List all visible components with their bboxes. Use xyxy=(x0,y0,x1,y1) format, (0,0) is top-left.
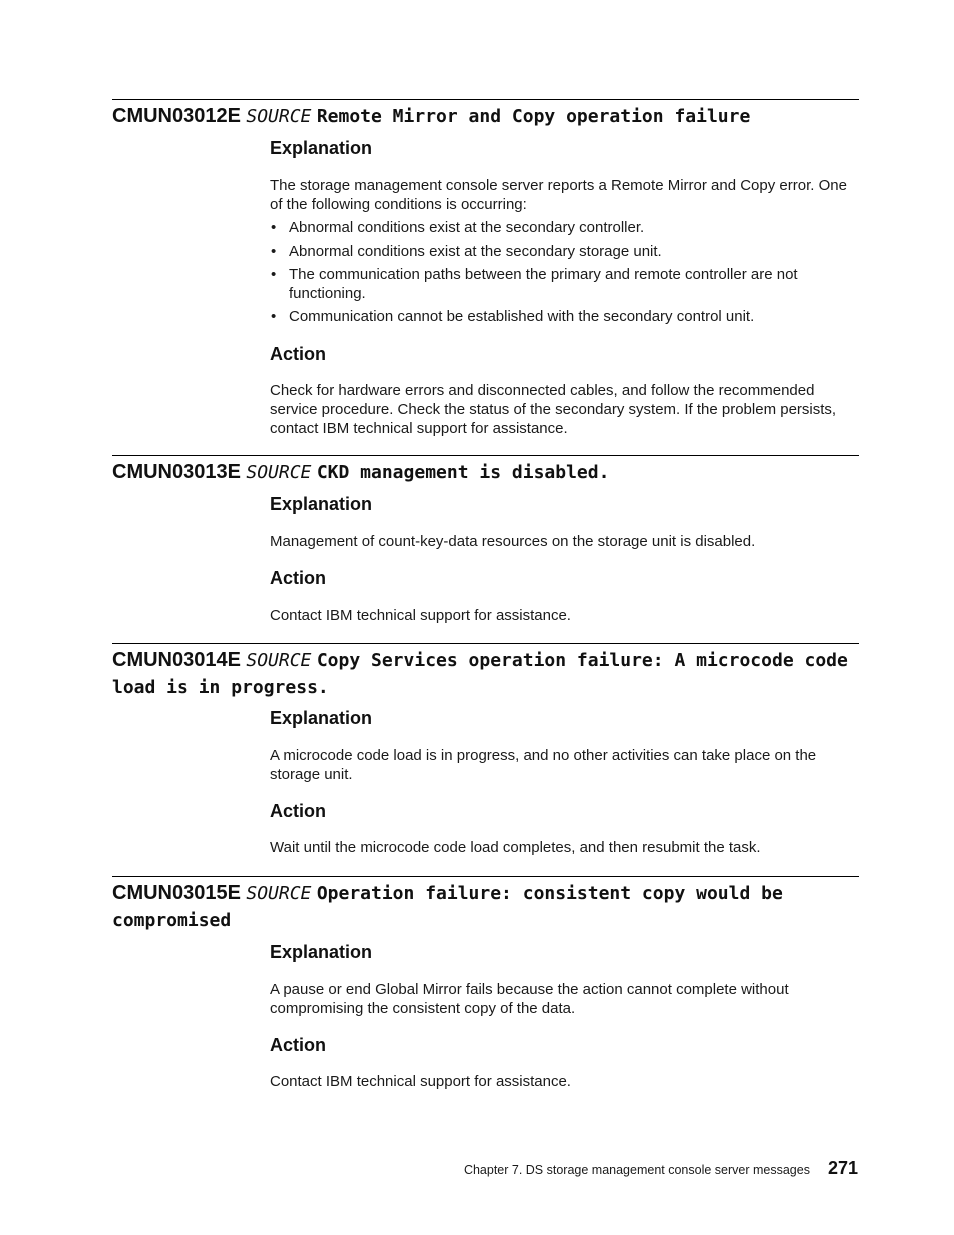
action-text: Wait until the microcode code load completes, and then resubmit the task. xyxy=(270,839,761,856)
action-heading: Action xyxy=(270,801,326,821)
message-id: CMUN03013E xyxy=(112,461,241,483)
action-heading: Action xyxy=(270,568,326,588)
list-item: • Abnormal conditions exist at the secondary controller. xyxy=(270,219,860,238)
section-divider xyxy=(112,876,859,877)
list-item: • Communication cannot be established with the secondary control unit. xyxy=(270,308,860,327)
action-heading: Action xyxy=(270,343,326,364)
message-source: SOURCE xyxy=(246,883,312,904)
action-text: Contact IBM technical support for assistance. xyxy=(270,1073,571,1090)
message-text: Remote Mirror and Copy operation failure xyxy=(316,106,751,127)
message-id: CMUN03012E xyxy=(112,105,241,127)
message-cmun03014e xyxy=(112,643,859,857)
message-id: CMUN03015E xyxy=(112,882,241,904)
explanation-heading: Explanation xyxy=(270,138,373,158)
message-text: Operation failure: consistent copy would be compromised xyxy=(112,883,783,931)
section-divider xyxy=(112,643,859,644)
message-cmun03012e xyxy=(112,99,859,438)
list-item: • Abnormal conditions exist at the secondary storage unit. xyxy=(270,243,860,262)
section-divider xyxy=(112,455,859,456)
action-text: Check for hardware errors and disconnected cables, and follow the recommended service procedure. Check the status of the secondary system. If the problem persists, contact IBM technical support for assistance. xyxy=(270,381,837,437)
condition-list xyxy=(270,219,860,327)
section-divider xyxy=(112,99,859,100)
message-cmun03015e xyxy=(112,876,859,1091)
page-footer xyxy=(464,1158,858,1179)
explanation-text: A pause or end Global Mirror fails because the action cannot complete without compromising the consistent copy of the data. xyxy=(270,981,789,1017)
explanation-text: A microcode code load is in progress, and no other activities can take place on the storage unit. xyxy=(270,747,817,783)
message-text: Copy Services operation failure: A microcode code load is in progress. xyxy=(112,650,848,698)
message-text: CKD management is disabled. xyxy=(316,462,610,483)
message-heading xyxy=(112,459,859,486)
message-heading xyxy=(112,880,859,934)
message-heading xyxy=(112,647,859,701)
message-body xyxy=(270,707,860,857)
message-source: SOURCE xyxy=(246,650,312,671)
explanation-heading: Explanation xyxy=(270,494,373,514)
message-heading xyxy=(112,103,859,130)
message-source: SOURCE xyxy=(246,106,312,127)
explanation-heading: Explanation xyxy=(270,708,373,728)
explanation-text: The storage management console server reports a Remote Mirror and Copy error. One of the following conditions is occurring: xyxy=(270,177,847,213)
message-body xyxy=(270,137,860,438)
list-item: • The communication paths between the primary and remote controller are not functioning. xyxy=(270,266,860,303)
message-body xyxy=(270,941,860,1091)
message-source: SOURCE xyxy=(246,462,312,483)
explanation-heading: Explanation xyxy=(270,942,373,962)
message-body xyxy=(270,493,860,625)
message-cmun03013e xyxy=(112,455,859,625)
explanation-text: Management of count-key-data resources on the storage unit is disabled. xyxy=(270,533,756,550)
action-heading: Action xyxy=(270,1035,326,1055)
page-number: 271 xyxy=(827,1158,858,1178)
action-text: Contact IBM technical support for assistance. xyxy=(270,607,571,624)
chapter-title: Chapter 7. DS storage management console server messages xyxy=(463,1163,810,1177)
message-id: CMUN03014E xyxy=(112,649,241,671)
